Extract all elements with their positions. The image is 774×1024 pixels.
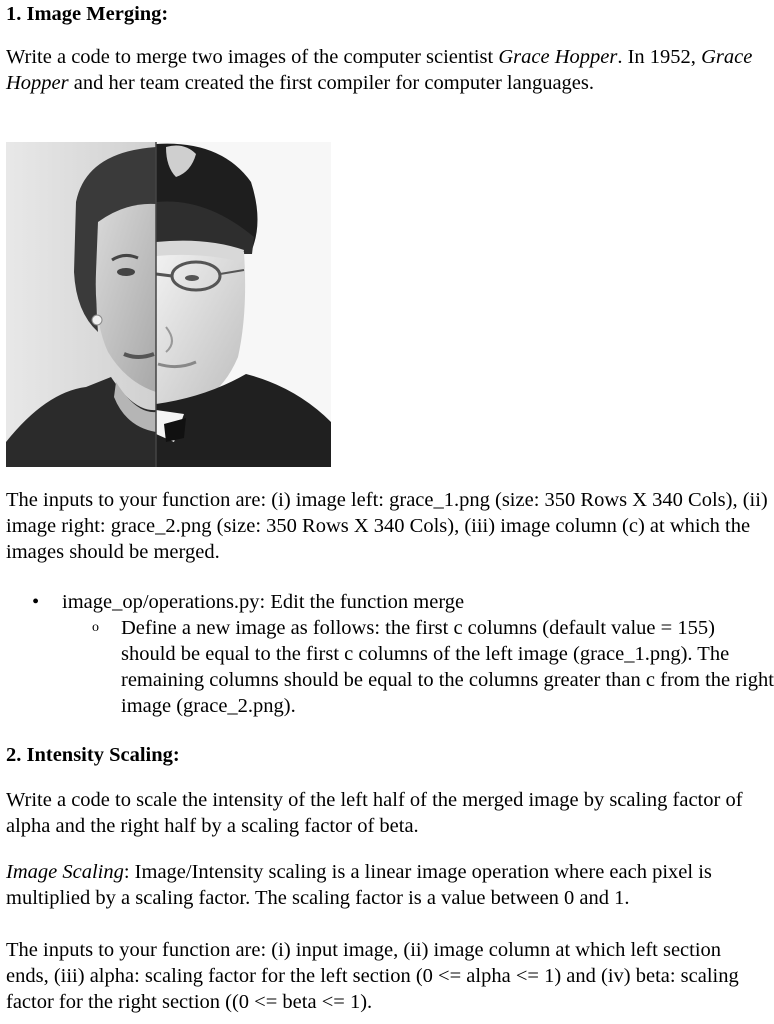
- intro-text-3: and her team created the first compiler for computer languages.: [68, 72, 595, 94]
- bullet-marker: •: [32, 591, 40, 613]
- bullet-text: image_op/operations.py: Edit the function merge: [62, 591, 465, 613]
- merged-portrait-image: [6, 142, 331, 467]
- intro-text-2: . In 1952,: [617, 46, 702, 68]
- sub-list-item: [6, 615, 774, 719]
- section-1-heading: 1. Image Merging:: [6, 3, 169, 25]
- portrait-illustration: [6, 142, 331, 467]
- section-2-description: Write a code to scale the intensity of the left half of the merged image by scaling factor of alpha and the right half by a scaling factor of beta.: [6, 789, 743, 837]
- section-2-inputs: The inputs to your function are: (i) input image, (ii) image column at which left section ends, (iii) alpha: scaling factor for the left section (0 <= alpha <= 1) and (iv) beta: scaling factor for the right section ((0 <= beta <= 1).: [6, 939, 739, 1013]
- definition-term: Image Scaling: [6, 861, 124, 883]
- sub-bullet-text: Define a new image as follows: the first c columns (default value = 155) should be equal to the first c columns of the left image (grace_1.png). The remaining columns should be equal to the columns greater than c from the right image (grace_2.png).: [121, 617, 774, 717]
- definition-text: : Image/Intensity scaling is a linear image operation where each pixel is multiplied by a scaling factor. The scaling factor is a value between 0 and 1.: [6, 861, 712, 909]
- section-1-inputs: The inputs to your function are: (i) image left: grace_1.png (size: 350 Rows X 340 Cols), (ii) image right: grace_2.png (size: 350 Rows X 340 Cols), (iii) image column (c) at which the images should be merged.: [6, 489, 768, 563]
- list-item: [6, 589, 774, 615]
- sub-bullet-marker: o: [92, 620, 99, 635]
- intro-name-2: Grace Hopper: [6, 46, 753, 94]
- intro-name-1: Grace Hopper: [498, 46, 618, 68]
- section-2-heading: 2. Intensity Scaling:: [6, 744, 180, 766]
- image-scaling-definition: [6, 859, 768, 911]
- section-1-intro: [6, 44, 754, 96]
- task-list: [6, 589, 774, 719]
- intro-text-1: Write a code to merge two images of the computer scientist: [6, 46, 499, 68]
